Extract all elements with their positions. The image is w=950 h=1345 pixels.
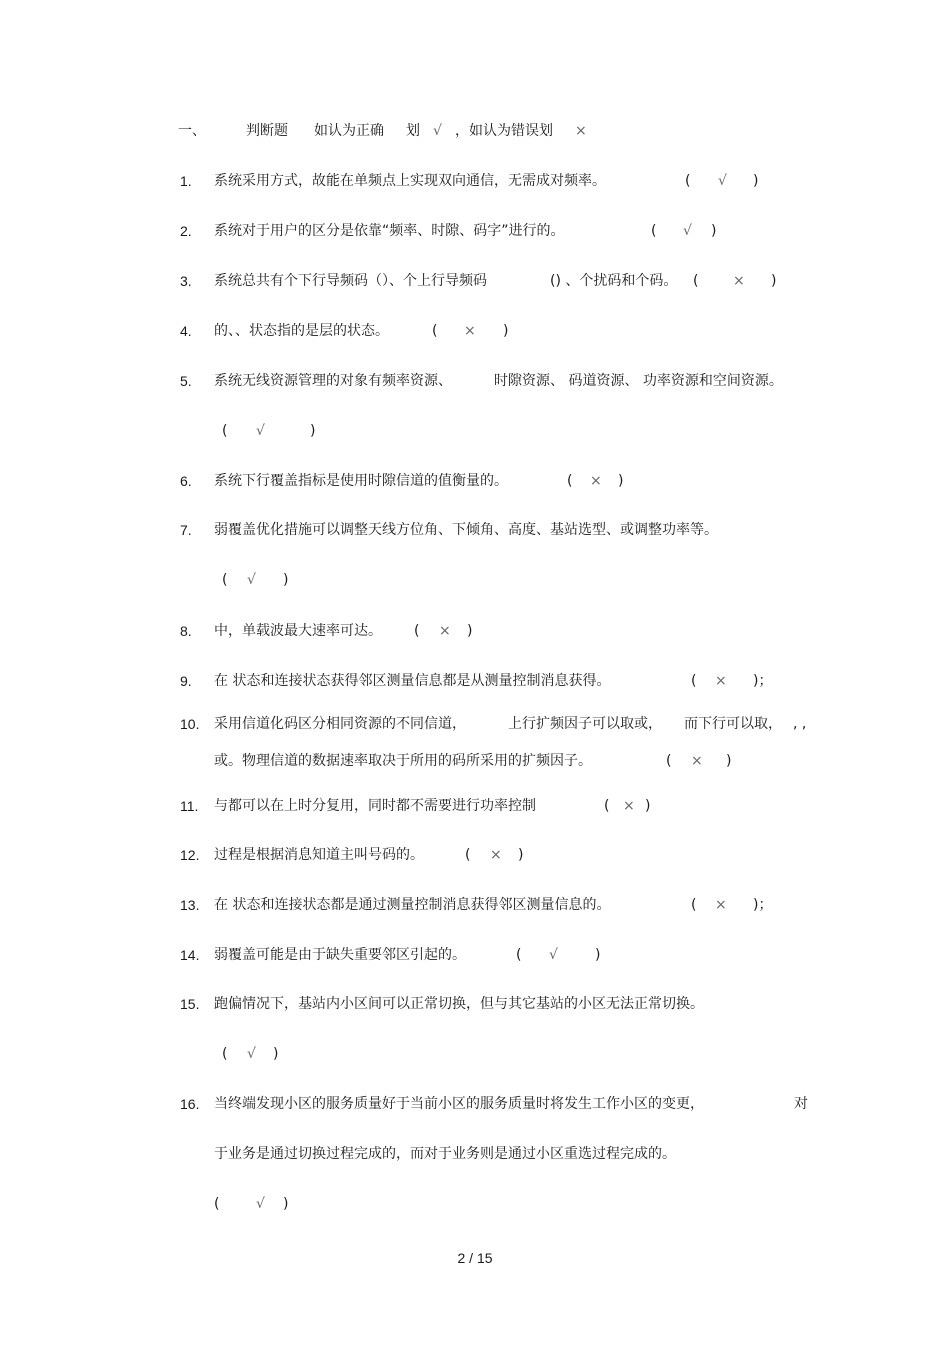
question-number: 4. [180,323,192,339]
answer-close: )； [753,673,773,689]
question-number: 11. [180,798,199,814]
check-mark-icon: √ [247,572,256,588]
check-mark-icon: √ [247,1046,256,1062]
answer-close: ) [283,1196,289,1212]
question-text: 对 [794,1096,808,1112]
answer-close: ) [518,847,524,863]
question-number: 15. [180,996,200,1012]
question-text: 于业务是通过切换过程完成的，而对于业务则是通过小区重选过程完成的。 [214,1146,676,1162]
cross-mark-icon: × [691,753,703,769]
check-mark-icon: √ [683,223,692,239]
question-number: 2. [180,223,192,239]
answer-close: )； [753,897,773,913]
section-number: 一、 [178,123,206,139]
answer-close: ) [771,273,777,289]
answer-open: ( [693,273,699,289]
answer-close: ) [595,947,601,963]
question-text: 系统下行覆盖指标是使用时隙信道的值衡量的。 [214,473,508,489]
question-text: 系统采用方式，故能在单频点上实现双向通信，无需成对频率。 [214,173,606,189]
answer-open: ( [432,323,438,339]
question-text: 当终端发现小区的服务质量好于当前小区的服务质量时将发生工作小区的变更， [214,1096,704,1112]
question-text: 在 状态和连接状态获得邻区测量信息都是从测量控制消息获得。 [214,673,611,689]
answer-open: ( [604,798,610,814]
check-mark-icon: √ [433,123,442,139]
answer-close: ) [618,473,624,489]
question-text: 或。物理信道的数据速率取决于所用的码所采用的扩频因子。 [214,753,592,769]
question-text: 弱覆盖可能是由于缺失重要邻区引起的。 [214,947,466,963]
instruction-text: 如认为正确 [314,123,384,139]
question-text: 与都可以在上时分复用，同时都不需要进行功率控制 [214,798,536,814]
answer-open: ( [567,473,573,489]
instruction-text: 划 [406,123,420,139]
question-text: 时隙资源、 码道资源、 功率资源和空间资源。 [494,373,783,389]
question-text: 系统无线资源管理的对象有频率资源、 [214,373,452,389]
section-title: 判断题 [246,123,288,139]
cross-mark-icon: × [590,473,602,489]
answer-open: ( [214,1196,220,1212]
answer-close: ) [273,1046,279,1062]
check-mark-icon: √ [256,1196,265,1212]
answer-open: ( [222,423,228,439]
cross-mark-icon: × [715,897,727,913]
answer-open: ( [685,173,691,189]
question-text: 在 状态和连接状态都是通过测量控制消息获得邻区测量信息的。 [214,897,611,913]
question-number: 7. [180,522,192,538]
answer-close: ) [310,423,316,439]
answer-close: ) [726,753,732,769]
question-number: 12. [180,847,200,863]
cross-mark-icon: × [490,847,502,863]
question-text: 弱覆盖优化措施可以调整天线方位角、下倾角、高度、基站选型、或调整功率等。 [214,522,718,538]
answer-open: ( [691,673,697,689]
answer-open: ( [691,897,697,913]
check-mark-icon: √ [718,173,727,189]
answer-close: ) [711,223,717,239]
question-text: 过程是根据消息知道主叫号码的。 [214,847,424,863]
answer-open: ( [651,223,657,239]
answer-open: ( [414,623,420,639]
question-text: 跑偏情况下，基站内小区间可以正常切换，但与其它基站的小区无法正常切换。 [214,996,704,1012]
cross-mark-icon: × [733,273,745,289]
question-number: 1. [180,173,192,189]
question-number: 16. [180,1096,200,1112]
answer-open: ( [516,947,522,963]
question-number: 9. [180,673,192,689]
answer-close: ) [753,173,759,189]
question-text: 系统总共有个下行导频码（）、个上行导频码 [214,273,487,289]
cross-mark-icon: × [623,798,635,814]
question-number: 5. [180,373,192,389]
answer-close: ) [645,798,651,814]
instruction-text: ，如认为错误划 [455,123,553,139]
answer-close: ) [283,572,289,588]
question-text: 系统对于用户的区分是依靠“频率、时隙、码字”进行的。 [214,223,565,239]
question-number: 10. [180,716,200,732]
cross-mark-icon: × [715,673,727,689]
cross-mark-icon: × [439,623,451,639]
question-number: 3. [180,273,192,289]
answer-close: ) [503,323,509,339]
answer-open: ( [222,1046,228,1062]
cross-mark-icon: × [464,323,476,339]
question-text: 采用信道化码区分相同资源的不同信道， [214,716,466,732]
answer-open: ( [666,753,672,769]
question-number: 8. [180,623,192,639]
question-number: 14. [180,947,200,963]
question-text: 中，单载波最大速率可达。 [214,623,382,639]
check-mark-icon: √ [256,423,265,439]
question-text: 上行扩频因子可以取或， [508,716,662,732]
page-number: 2 / 15 [457,1250,493,1266]
question-text: 的、、状态指的是层的状态。 [214,323,389,339]
answer-open: ( [222,572,228,588]
question-text: () 、个扰码和个码。 [550,273,678,289]
answer-close: ) [467,623,473,639]
question-number: 13. [180,897,200,913]
question-text: , , [793,716,807,732]
question-text: 而下行可以取， [684,716,782,732]
answer-open: ( [465,847,471,863]
question-number: 6. [180,473,192,489]
cross-mark-icon: × [575,123,587,139]
check-mark-icon: √ [549,947,558,963]
